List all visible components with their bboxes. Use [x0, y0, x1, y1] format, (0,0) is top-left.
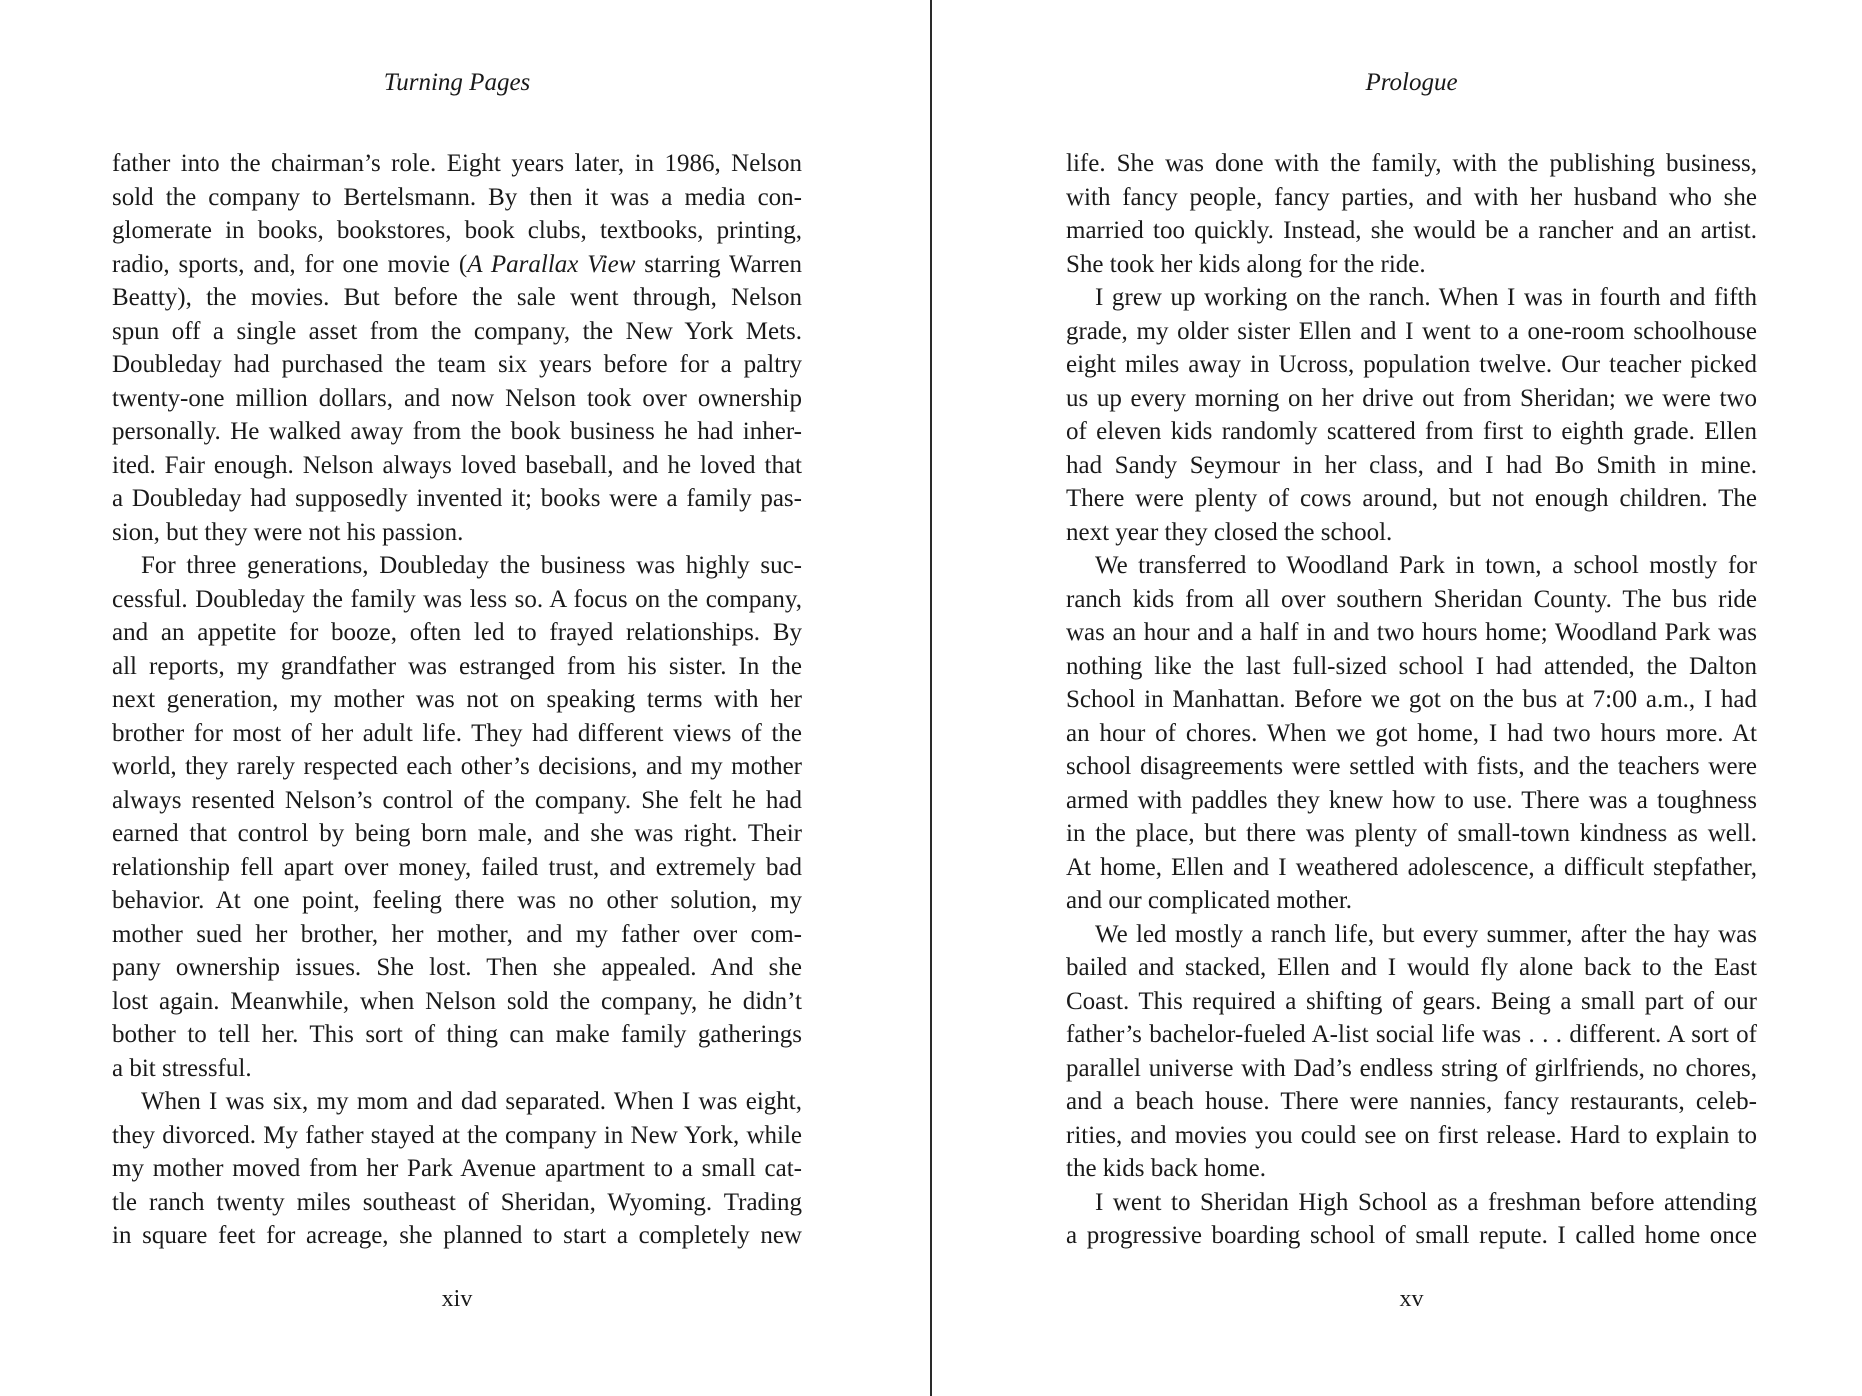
page-number: xv	[1399, 1286, 1424, 1312]
text-run: radio, sports, and, for one movie (	[112, 250, 468, 278]
text-line: I grew up working on the ranch. When I was in fourth and fifth	[1095, 284, 1757, 311]
text-line: There were plenty of cows around, but not enough children. The	[1066, 485, 1757, 512]
text-line: sold the company to Bertelsmann. By then it was a media con-	[112, 183, 802, 211]
text-line: Beatty), the movies. But before the sale went through, Nelson	[112, 284, 802, 311]
text-line: in the place, but there was plenty of small-town kindness as well.	[1066, 820, 1757, 847]
text-line: had Sandy Seymour in her class, and I had Bo Smith in mine.	[1066, 451, 1757, 479]
text-line: nothing like the last full-sized school I had attended, the Dalton	[1066, 652, 1757, 680]
text-line: grade, my older sister Ellen and I went to a one-room schoolhouse	[1066, 317, 1757, 345]
text-line: spun off a single asset from the company, the New York Mets.	[112, 317, 802, 345]
text-line: lost again. Meanwhile, when Nelson sold the company, he didn’t	[112, 987, 802, 1015]
text-line: world, they rarely respected each other’s decisions, and my mother	[112, 753, 802, 780]
text-line: ranch kids from all over southern Sheridan County. The bus ride	[1066, 585, 1757, 613]
text-line: personally. He walked away from the book business he had inher-	[112, 418, 802, 445]
text-line: ited. Fair enough. Nelson always loved baseball, and he loved that	[112, 451, 802, 479]
body-text	[112, 147, 802, 1253]
text-line: Coast. This required a shifting of gears. Being a small part of our	[1066, 987, 1757, 1015]
text-line: and an appetite for booze, often led to frayed relationships. By	[112, 619, 802, 646]
text-line: twenty-one million dollars, and now Nelson took over ownership	[112, 384, 802, 412]
text-run: starring Warren	[635, 250, 802, 278]
text-line: At home, Ellen and I weathered adolescence, a difficult stepfather,	[1066, 853, 1757, 881]
left-page	[112, 0, 802, 1396]
text-line: We led mostly a ranch life, but every summer, after the hay was	[1095, 920, 1757, 948]
text-line: school disagreements were settled with fists, and the teachers were	[1066, 753, 1757, 780]
running-head: Prologue	[1365, 69, 1458, 96]
text-line: When I was six, my mom and dad separated. When I was eight,	[141, 1088, 802, 1115]
running-head: Turning Pages	[383, 69, 531, 96]
text-line: pany ownership issues. She lost. Then she appealed. And she	[112, 954, 802, 981]
text-line: next year they closed the school.	[1066, 518, 1393, 546]
text-line: earned that control by being born male, and she was right. Their	[112, 820, 802, 847]
text-line: us up every morning on her drive out from Sheridan; we were two	[1066, 384, 1757, 412]
text-line: a Doubleday had supposedly invented it; books were a family pas-	[112, 485, 802, 512]
text-line: an hour of chores. When we got home, I had two hours more. At	[1066, 719, 1757, 747]
text-line: bailed and stacked, Ellen and I would fly alone back to the East	[1066, 954, 1757, 981]
text-line	[112, 248, 802, 282]
text-line: For three generations, Doubleday the business was highly suc-	[141, 552, 802, 579]
text-line: tle ranch twenty miles southeast of Sheridan, Wyoming. Trading	[112, 1188, 802, 1216]
text-line: bother to tell her. This sort of thing can make family gatherings	[112, 1021, 802, 1048]
text-line: behavior. At one point, feeling there was no other solution, my	[112, 887, 802, 914]
text-line: parallel universe with Dad’s endless string of girlfriends, no chores,	[1066, 1054, 1757, 1082]
body-text	[1066, 147, 1757, 1253]
text-line: always resented Nelson’s control of the company. She felt he had	[112, 786, 802, 814]
text-line: of eleven kids randomly scattered from first to eighth grade. Ellen	[1066, 418, 1757, 445]
text-line: relationship fell apart over money, failed trust, and extremely bad	[112, 853, 802, 881]
text-line: next generation, my mother was not on speaking terms with her	[112, 686, 802, 713]
page-number: xiv	[441, 1286, 473, 1312]
text-line: a progressive boarding school of small repute. I called home once	[1066, 1222, 1757, 1249]
text-line: glomerate in books, bookstores, book clubs, textbooks, printing,	[112, 217, 802, 244]
text-line: in square feet for acreage, she planned to start a completely new	[112, 1222, 802, 1249]
text-line: eight miles away in Ucross, population twelve. Our teacher picked	[1066, 351, 1757, 378]
text-line: father’s bachelor-fueled A-list social life was . . . different. A sort of	[1066, 1021, 1757, 1048]
text-line: sion, but they were not his passion.	[112, 518, 464, 546]
text-line: they divorced. My father stayed at the company in New York, while	[112, 1121, 802, 1149]
right-page	[1066, 0, 1757, 1396]
text-line: cessful. Doubleday the family was less so. A focus on the company,	[112, 585, 802, 613]
text-line: and a beach house. There were nannies, fancy restaurants, celeb-	[1066, 1088, 1757, 1115]
text-line: with fancy people, fancy parties, and with her husband who she	[1066, 183, 1757, 211]
text-line: life. She was done with the family, with the publishing business,	[1066, 150, 1757, 177]
text-line: mother sued her brother, her mother, and my father over com-	[112, 920, 802, 948]
text-line: married too quickly. Instead, she would be a rancher and an artist.	[1066, 217, 1757, 244]
text-line: School in Manhattan. Before we got on the bus at 7:00 a.m., I had	[1066, 686, 1757, 713]
text-line: Doubleday had purchased the team six years before for a paltry	[112, 351, 802, 378]
text-line: a bit stressful.	[112, 1054, 252, 1082]
book-title-italic: A Parallax View	[467, 250, 636, 278]
text-line: my mother moved from her Park Avenue apartment to a small cat-	[112, 1155, 802, 1182]
text-line: the kids back home.	[1066, 1155, 1266, 1182]
text-line: rities, and movies you could see on first release. Hard to explain to	[1066, 1121, 1757, 1149]
text-line: was an hour and a half in and two hours home; Woodland Park was	[1066, 619, 1757, 646]
text-line: We transferred to Woodland Park in town, a school mostly for	[1095, 552, 1757, 579]
text-line: I went to Sheridan High School as a freshman before attending	[1095, 1188, 1757, 1216]
text-line: armed with paddles they knew how to use. There was a toughness	[1066, 786, 1757, 814]
text-line: father into the chairman’s role. Eight years later, in 1986, Nelson	[112, 150, 802, 177]
text-line: and our complicated mother.	[1066, 887, 1353, 914]
text-line: brother for most of her adult life. They had different views of the	[112, 719, 802, 747]
text-line: all reports, my grandfather was estranged from his sister. In the	[112, 652, 802, 680]
spine-divider	[930, 0, 932, 1396]
text-line: She took her kids along for the ride.	[1066, 250, 1426, 278]
